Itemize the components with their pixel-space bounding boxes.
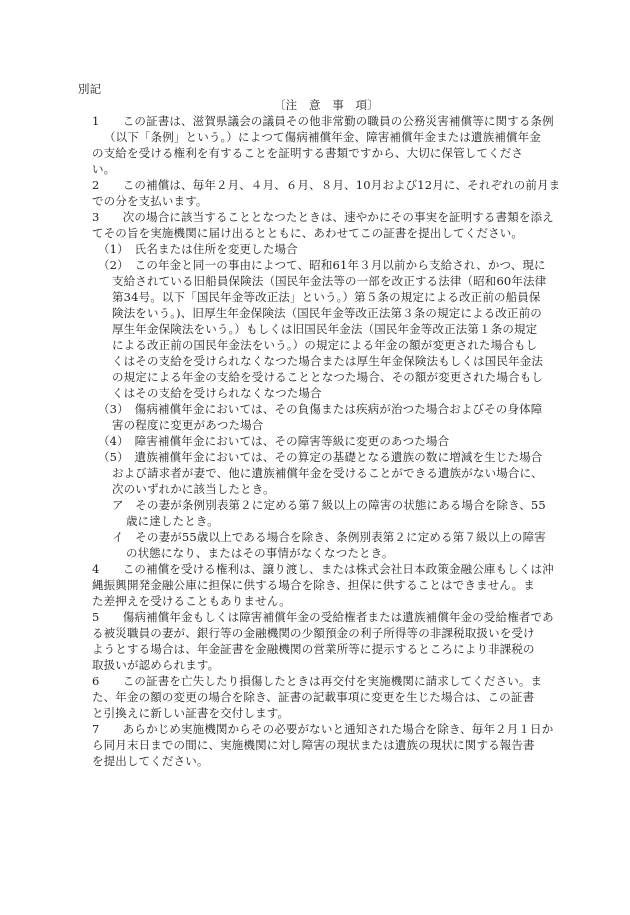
item-1-line-3: の支給を受ける権利を有することを証明する書類ですから、大切に保管してくださ <box>92 146 524 160</box>
document-heading: 〔注 意 事 項〕 <box>274 98 379 112</box>
item-1-line-2: （以下「条例」という。）によつて傷病補償年金、障害補償年金または遺族補償年金 <box>104 130 541 144</box>
item-2-line-1: 2 この補償は、毎年２月、４月、６月、８月、10月および12月に、それぞれの前月ま <box>92 178 561 192</box>
sub-item-4: （4） 障害補償年金においては、その障害等級に変更のあつた場合 <box>98 434 450 448</box>
item-5-line-3: ようとする場合は、年金証書を金融機関の営業所等に提示するところにより非課税の <box>92 642 535 656</box>
sub-item-3-line-2: 害の程度に変更があつた場合 <box>112 418 264 432</box>
item-6-line-2: た、年金の額の変更の場合を除き、証書の記載事項に変更を生じた場合は、この証書 <box>92 690 535 704</box>
sub-item-2-line-3: 第34号。以下「国民年金等改正法」という。）第５条の規定による改正前の船員保 <box>112 290 541 304</box>
item-7-line-2: ら同月末日までの間に、実施機関に対し障害の現状または遺族の現状に関する報告書 <box>92 738 535 752</box>
item-4-line-3: た差押えを受けることもありません。 <box>92 594 291 608</box>
sub-item-2-line-4: 険法をいう。)、旧厚生年金保険法（国民年金等改正法第３条の規定による改正前の <box>112 306 542 320</box>
sub-item-2-line-9: くはその支給を受けられなくなつた場合 <box>112 386 322 400</box>
item-1-line-4: い。 <box>92 162 116 176</box>
item-5-line-2: る被災職員の妻が、銀行等の金融機関の少額預金の利子所得等の非課税取扱いを受け <box>92 626 535 640</box>
item-5-line-1: 5 傷病補償年金もしくは障害補償年金の受給権者または遺族補償年金の受給権者であ <box>92 610 554 624</box>
item-4-line-1: 4 この補償を受ける権利は、譲り渡し、または株式会社日本政策金融公庫もしくは沖 <box>92 562 554 576</box>
sub-item-2-line-5: 厚生年金保険法をいう。）もしくは旧国民年金法（国民年金等改正法第１条の規定 <box>112 322 538 336</box>
sub-sub-item-i-line-2: の状態になり、またはその事情がなくなつたとき。 <box>126 546 394 560</box>
item-7-line-3: を提出してください。 <box>92 754 209 768</box>
sub-item-5-line-2: および請求者が妻で、他に遺族補償年金を受けることができる遺族がない場合に、 <box>112 466 543 480</box>
sub-item-2-line-2: 支給されている旧船員保険法（国民年金法等の一部を改正する法律（昭和60年法律 <box>112 274 547 288</box>
sub-item-2-line-8: の規定による年金の支給を受けることとなつた場合、その額が変更された場合もし <box>112 370 544 384</box>
sub-item-1: （1） 氏名または住所を変更した場合 <box>98 242 298 256</box>
sub-item-2-line-1: （2） この年金と同一の事由によつて、昭和61年３月以前から支給され、かつ、現に <box>98 258 546 272</box>
sub-item-5-line-3: 次のいずれかに該当したとき。 <box>112 482 275 496</box>
item-7-line-1: 7 あらかじめ実施機関からその必要がないと通知された場合を除き、毎年２月１日か <box>92 722 554 736</box>
item-1-line-1: 1 この証書は、滋賀県議会の議員その他非常勤の職員の公務災害補償等に関する条例 <box>92 114 554 128</box>
document-label: 別記 <box>78 82 102 96</box>
item-2-line-2: での分を支払います。 <box>92 194 208 208</box>
sub-item-2-line-7: くはその支給を受けられなくなつた場合または厚生年金保険法もしくは国民年金法 <box>112 354 544 368</box>
item-6-line-1: 6 この証書を亡失したり損傷したときは再交付を実施機関に請求してください。ま <box>92 674 543 688</box>
sub-item-2-line-6: による改正前の国民年金法をいう。）の規定による年金の額が変更された場合もし <box>112 338 538 352</box>
sub-item-3-line-1: （3） 傷病補償年金においては、その負傷または疾病が治つた場合およびその身体障 <box>98 402 543 416</box>
sub-item-5-line-1: （5） 遺族補償年金においては、その算定の基礎となる遺族の数に増減を生じた場合 <box>98 450 543 464</box>
item-4-line-2: 縄振興開発金融公庫に担保に供する場合を除き、担保に供することはできません。ま <box>92 578 535 592</box>
sub-sub-item-i-line-1: イ その妻が55歳以上である場合を除き、条例別表第２に定める第７級以上の障害 <box>112 530 546 544</box>
sub-sub-item-a-line-2: 歳に達したとき。 <box>126 514 219 528</box>
item-5-line-4: 取扱いが認められます。 <box>92 658 220 672</box>
sub-sub-item-a-line-1: ア その妻が条例別表第２に定める第７級以上の障害の状態にある場合を除き、55 <box>112 498 546 512</box>
item-3-line-1: 3 次の場合に該当することとなつたときは、速やかにその事実を証明する書類を添え <box>92 210 554 224</box>
item-6-line-3: と引換えに新しい証書を交付します。 <box>92 706 290 720</box>
item-3-line-2: てその旨を実施機関に届け出るとともに、あわせてこの証書を提出してください。 <box>92 226 524 240</box>
